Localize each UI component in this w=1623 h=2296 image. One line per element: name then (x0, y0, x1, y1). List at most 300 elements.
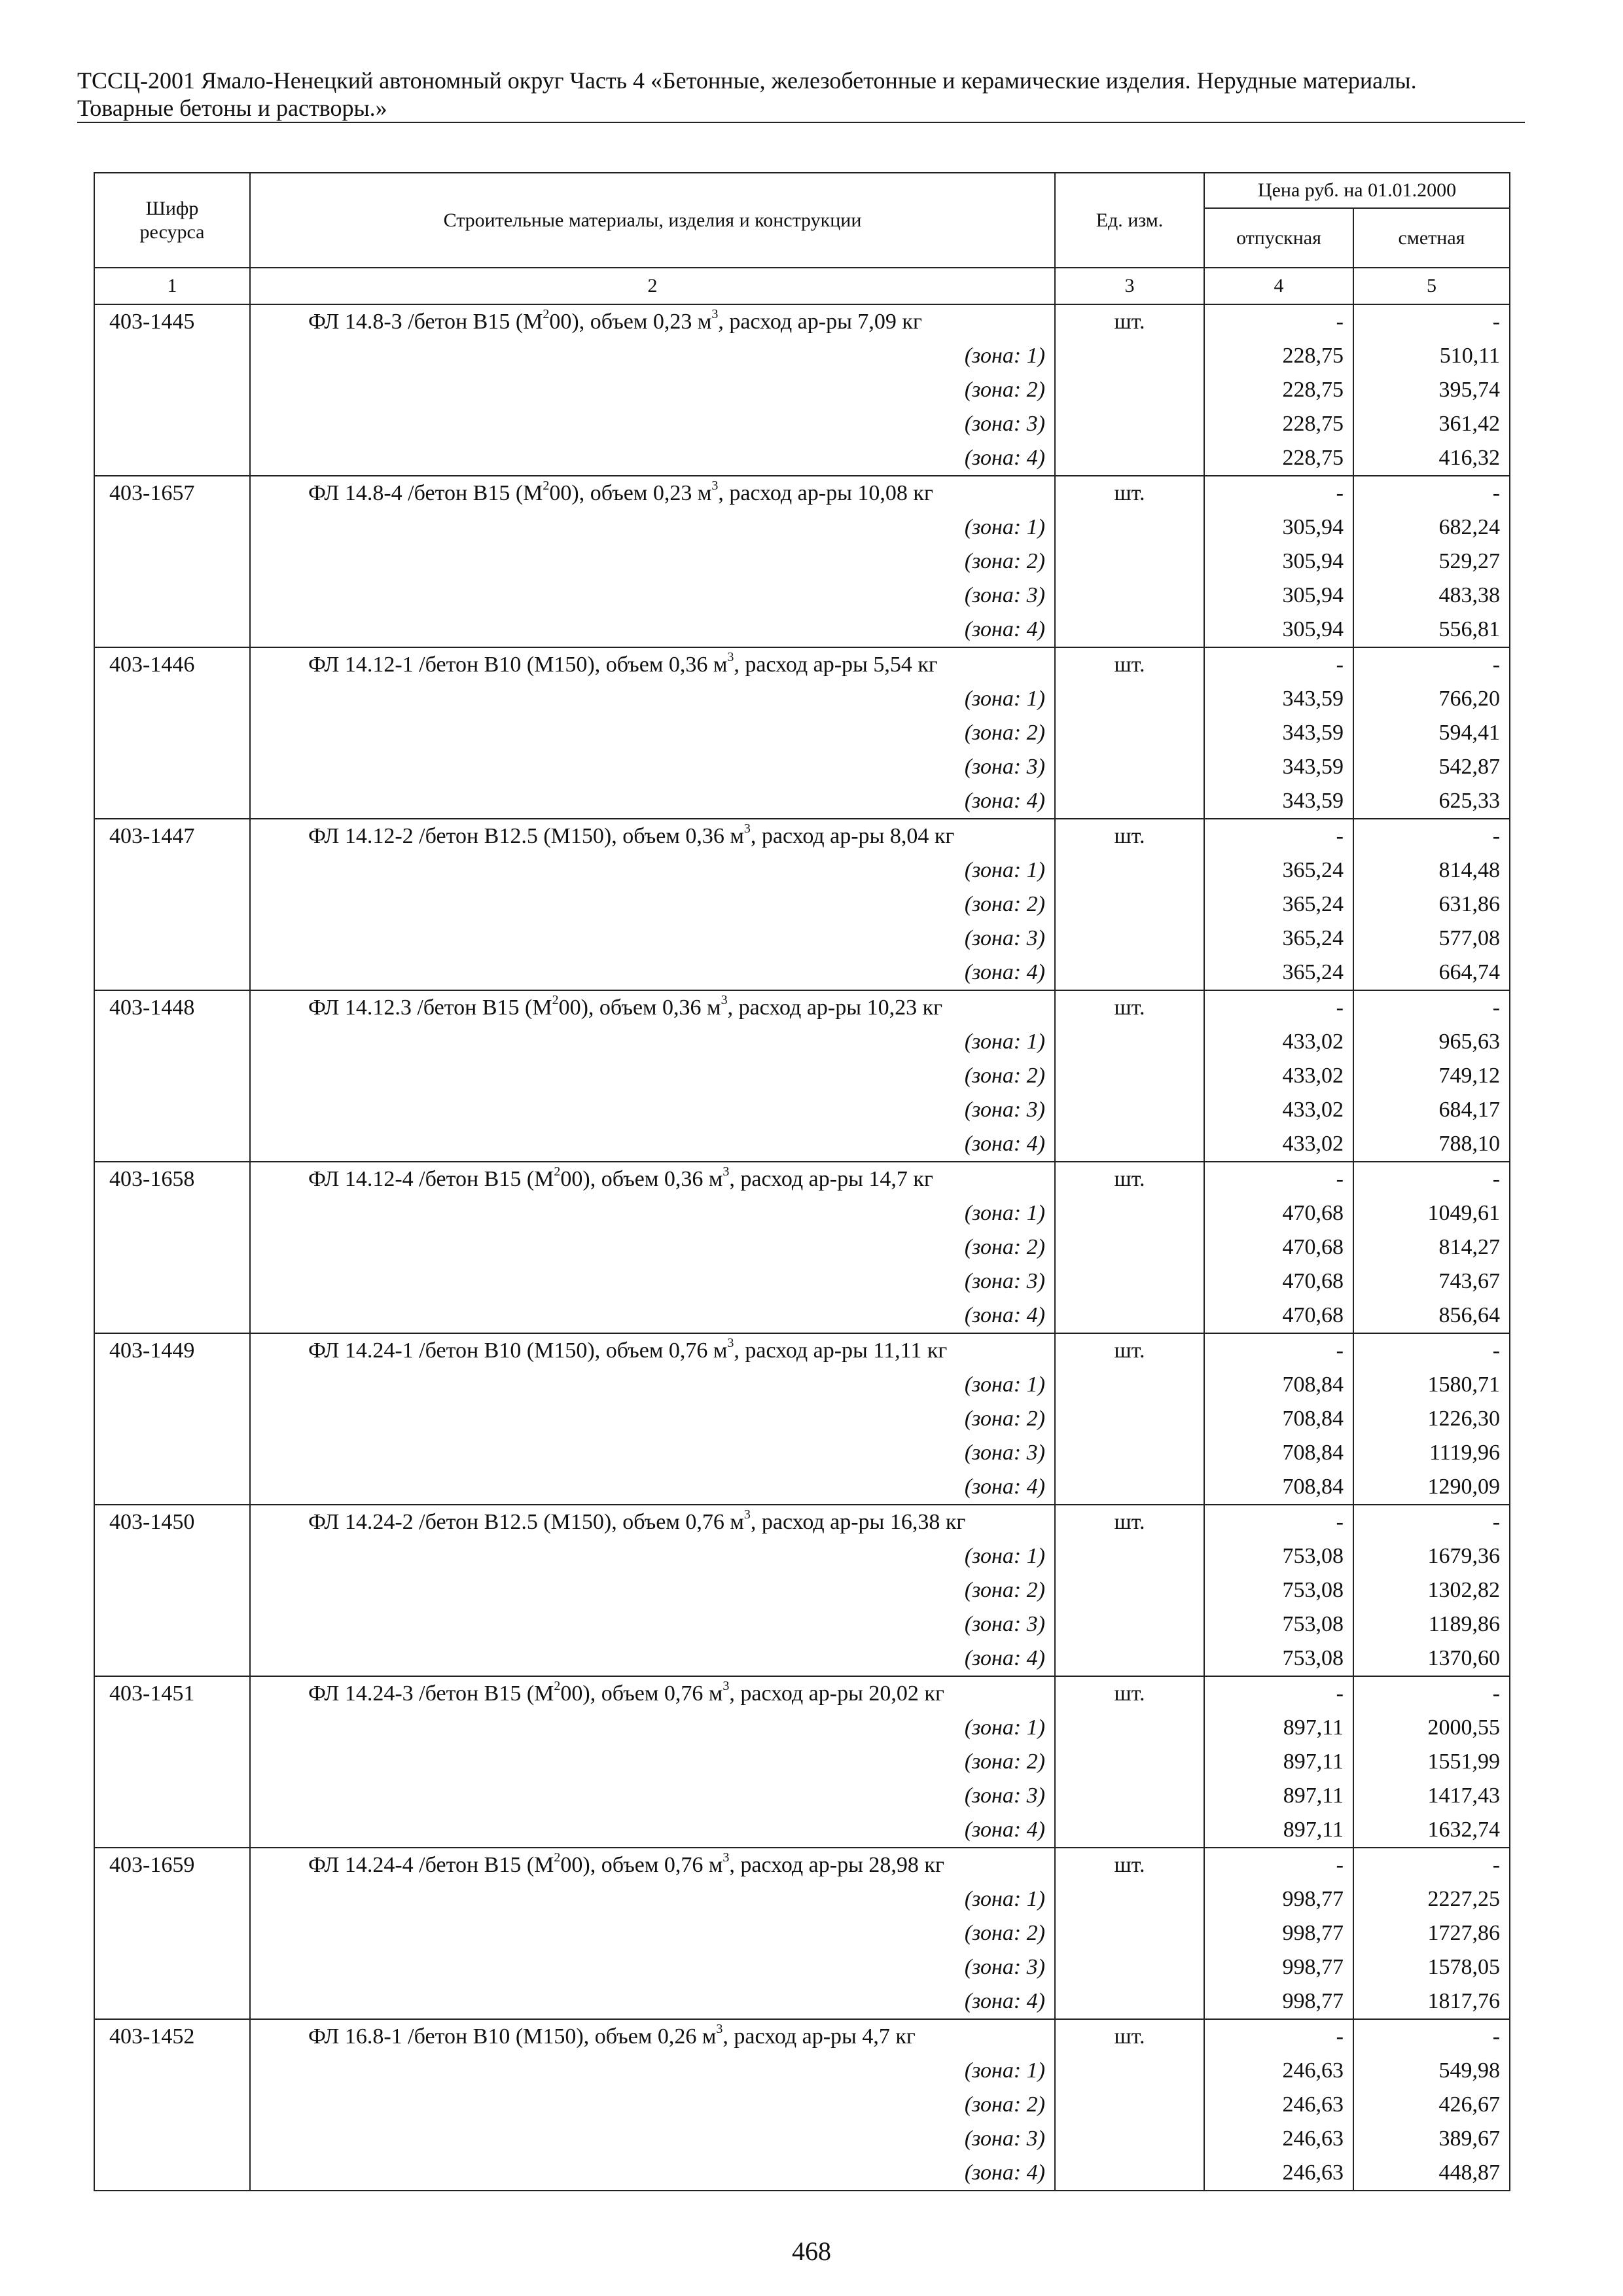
zone-estimate-price: 389,67 (1353, 2122, 1510, 2156)
material-name (250, 476, 1055, 511)
zone-release-price: 365,24 (1204, 922, 1353, 956)
empty-cell (94, 1607, 250, 1641)
empty-cell (1055, 750, 1204, 784)
material-name (250, 647, 1055, 682)
zone-estimate-price: 1370,60 (1353, 1641, 1510, 1676)
empty-cell (94, 784, 250, 819)
material-name (250, 1676, 1055, 1711)
empty-cell (1055, 1299, 1204, 1333)
empty-cell (1055, 1916, 1204, 1950)
zone-release-price: 470,68 (1204, 1196, 1353, 1230)
zone-label: (зона: 2) (250, 1402, 1055, 1436)
zone-row (94, 511, 1510, 545)
empty-cell (1055, 1230, 1204, 1265)
zone-release-price: 433,02 (1204, 1093, 1353, 1127)
empty-cell (1055, 1539, 1204, 1573)
empty-cell (1055, 1196, 1204, 1230)
table-row (94, 2019, 1510, 2054)
resource-code: 403-1448 (94, 990, 250, 1025)
empty-cell (94, 441, 250, 476)
zone-estimate-price: 682,24 (1353, 511, 1510, 545)
empty-cell (94, 613, 250, 647)
zone-release-price: 246,63 (1204, 2088, 1353, 2122)
material-name-text: ФЛ 14.24-1 /бетон В10 (М150), объем 0,76 м (308, 1338, 728, 1363)
zone-estimate-price: 542,87 (1353, 750, 1510, 784)
zone-release-price: 753,08 (1204, 1641, 1353, 1676)
zone-estimate-price: 788,10 (1353, 1127, 1510, 1162)
estimate-price: - (1353, 990, 1510, 1025)
empty-cell (94, 1368, 250, 1402)
empty-cell (94, 1196, 250, 1230)
empty-cell (94, 511, 250, 545)
release-price: - (1204, 990, 1353, 1025)
zone-label: (зона: 1) (250, 853, 1055, 888)
empty-cell (94, 1402, 250, 1436)
zone-label: (зона: 4) (250, 956, 1055, 990)
zone-release-price: 343,59 (1204, 784, 1353, 819)
zone-release-price: 897,11 (1204, 1745, 1353, 1779)
zone-release-price: 470,68 (1204, 1265, 1353, 1299)
zone-label: (зона: 4) (250, 1813, 1055, 1848)
zone-label: (зона: 2) (250, 373, 1055, 407)
resource-code: 403-1447 (94, 819, 250, 853)
estimate-price: - (1353, 476, 1510, 511)
col-header-code: Шифр ресурса (94, 173, 250, 268)
zone-label: (зона: 1) (250, 2054, 1055, 2088)
material-name-superscript: 2 (554, 1850, 561, 1865)
empty-cell (94, 922, 250, 956)
zone-label: (зона: 4) (250, 1299, 1055, 1333)
zone-release-price: 343,59 (1204, 716, 1353, 750)
estimate-price: - (1353, 304, 1510, 339)
volume-unit-superscript: 3 (721, 992, 728, 1007)
empty-cell (1055, 888, 1204, 922)
unit-cell: шт. (1055, 1505, 1204, 1539)
zone-row (94, 1745, 1510, 1779)
zone-release-price: 365,24 (1204, 853, 1353, 888)
material-name-text: , расход ар-ры 10,08 кг (718, 481, 933, 505)
zone-release-price: 998,77 (1204, 1984, 1353, 2019)
empty-cell (1055, 613, 1204, 647)
material-name-text: 00), объем 0,76 м (560, 1853, 723, 1877)
volume-unit-superscript: 3 (743, 821, 751, 836)
unit-cell: шт. (1055, 2019, 1204, 2054)
material-name-text: ФЛ 16.8-1 /бетон В10 (М150), объем 0,26 м (308, 2024, 717, 2049)
zone-label: (зона: 3) (250, 750, 1055, 784)
zone-release-price: 433,02 (1204, 1059, 1353, 1093)
zone-label: (зона: 3) (250, 407, 1055, 441)
zone-estimate-price: 814,27 (1353, 1230, 1510, 1265)
material-name-text: 00), объем 0,36 м (560, 1167, 723, 1191)
zone-label: (зона: 3) (250, 2122, 1055, 2156)
zone-estimate-price: 1226,30 (1353, 1402, 1510, 1436)
zone-row (94, 2054, 1510, 2088)
zone-release-price: 998,77 (1204, 1950, 1353, 1984)
zone-label: (зона: 4) (250, 1127, 1055, 1162)
volume-unit-superscript: 3 (727, 649, 734, 664)
empty-cell (1055, 956, 1204, 990)
unit-cell: шт. (1055, 1162, 1204, 1196)
release-price: - (1204, 819, 1353, 853)
zone-release-price: 708,84 (1204, 1470, 1353, 1505)
table-row (94, 1848, 1510, 1882)
empty-cell (94, 1059, 250, 1093)
empty-cell (94, 1436, 250, 1470)
zone-estimate-price: 1551,99 (1353, 1745, 1510, 1779)
zone-release-price: 708,84 (1204, 1368, 1353, 1402)
zone-release-price: 246,63 (1204, 2122, 1353, 2156)
zone-estimate-price: 1049,61 (1353, 1196, 1510, 1230)
empty-cell (1055, 1436, 1204, 1470)
resource-code: 403-1450 (94, 1505, 250, 1539)
zone-label: (зона: 2) (250, 1059, 1055, 1093)
zone-row (94, 1813, 1510, 1848)
header-title-line-2: Товарные бетоны и растворы.» (77, 95, 387, 121)
zone-estimate-price: 664,74 (1353, 956, 1510, 990)
empty-cell (1055, 579, 1204, 613)
zone-release-price: 708,84 (1204, 1402, 1353, 1436)
zone-row (94, 441, 1510, 476)
material-name (250, 1848, 1055, 1882)
zone-estimate-price: 1290,09 (1353, 1470, 1510, 1505)
zone-release-price: 228,75 (1204, 373, 1353, 407)
zone-release-price: 753,08 (1204, 1573, 1353, 1607)
zone-estimate-price: 2227,25 (1353, 1882, 1510, 1916)
zone-label: (зона: 4) (250, 1641, 1055, 1676)
zone-label: (зона: 2) (250, 1745, 1055, 1779)
empty-cell (1055, 1779, 1204, 1813)
table-row (94, 1333, 1510, 1368)
col-number-5: 5 (1353, 268, 1510, 304)
zone-release-price: 753,08 (1204, 1607, 1353, 1641)
zone-estimate-price: 529,27 (1353, 545, 1510, 579)
empty-cell (1055, 545, 1204, 579)
zone-label: (зона: 3) (250, 922, 1055, 956)
zone-release-price: 433,02 (1204, 1025, 1353, 1059)
empty-cell (94, 1539, 250, 1573)
zone-label: (зона: 4) (250, 441, 1055, 476)
zone-label: (зона: 2) (250, 545, 1055, 579)
col-number-1: 1 (94, 268, 250, 304)
zone-label: (зона: 2) (250, 888, 1055, 922)
zone-row (94, 1265, 1510, 1299)
table-body (94, 304, 1510, 2191)
zone-label: (зона: 3) (250, 1093, 1055, 1127)
col-number-3: 3 (1055, 268, 1204, 304)
zone-row (94, 1779, 1510, 1813)
volume-unit-superscript: 3 (743, 1507, 751, 1522)
zone-estimate-price: 510,11 (1353, 339, 1510, 373)
release-price: - (1204, 2019, 1353, 2054)
zone-estimate-price: 749,12 (1353, 1059, 1510, 1093)
zone-estimate-price: 448,87 (1353, 2156, 1510, 2191)
col-header-release: отпускная (1204, 208, 1353, 268)
zone-estimate-price: 1302,82 (1353, 1573, 1510, 1607)
empty-cell (1055, 1745, 1204, 1779)
zone-row (94, 956, 1510, 990)
unit-cell: шт. (1055, 647, 1204, 682)
zone-estimate-price: 426,67 (1353, 2088, 1510, 2122)
release-price: - (1204, 476, 1353, 511)
empty-cell (94, 1779, 250, 1813)
material-name-text: , расход ар-ры 10,23 кг (727, 996, 943, 1020)
material-name-text: ФЛ 14.12-1 /бетон В10 (М150), объем 0,36 м (308, 653, 728, 677)
zone-row (94, 1641, 1510, 1676)
zone-row (94, 2088, 1510, 2122)
zone-estimate-price: 549,98 (1353, 2054, 1510, 2088)
zone-release-price: 246,63 (1204, 2054, 1353, 2088)
header-title-line-1: ТССЦ-2001 Ямало-Ненецкий автономный округ Часть 4 «Бетонные, железобетонные и керамические изделия. Нерудные материалы. (77, 67, 1417, 94)
empty-cell (1055, 407, 1204, 441)
empty-cell (1055, 1573, 1204, 1607)
table-row (94, 304, 1510, 339)
resource-code: 403-1658 (94, 1162, 250, 1196)
zone-row (94, 1470, 1510, 1505)
empty-cell (1055, 1882, 1204, 1916)
header-rule (77, 122, 1525, 123)
material-name (250, 990, 1055, 1025)
empty-cell (94, 545, 250, 579)
zone-label: (зона: 2) (250, 1573, 1055, 1607)
empty-cell (94, 1025, 250, 1059)
material-name (250, 1333, 1055, 1368)
empty-cell (94, 1882, 250, 1916)
volume-unit-superscript: 3 (722, 1678, 730, 1693)
material-name-text: , расход ар-ры 14,7 кг (729, 1167, 933, 1191)
zone-label: (зона: 2) (250, 1916, 1055, 1950)
empty-cell (94, 1299, 250, 1333)
zone-estimate-price: 1417,43 (1353, 1779, 1510, 1813)
release-price: - (1204, 1333, 1353, 1368)
zone-row (94, 922, 1510, 956)
zone-row (94, 1368, 1510, 1402)
zone-estimate-price: 1632,74 (1353, 1813, 1510, 1848)
unit-cell: шт. (1055, 1333, 1204, 1368)
zone-row (94, 373, 1510, 407)
empty-cell (94, 2122, 250, 2156)
material-name-text: , расход ар-ры 20,02 кг (729, 1681, 944, 1706)
empty-cell (94, 1127, 250, 1162)
zone-label: (зона: 4) (250, 2156, 1055, 2191)
zone-row (94, 853, 1510, 888)
empty-cell (1055, 784, 1204, 819)
col-header-name: Строительные материалы, изделия и конструкции (250, 173, 1055, 268)
zone-estimate-price: 416,32 (1353, 441, 1510, 476)
zone-estimate-price: 631,86 (1353, 888, 1510, 922)
estimate-price: - (1353, 1162, 1510, 1196)
empty-cell (94, 2156, 250, 2191)
empty-cell (94, 956, 250, 990)
zone-label: (зона: 1) (250, 682, 1055, 716)
material-name-superscript: 2 (543, 306, 550, 321)
zone-release-price: 246,63 (1204, 2156, 1353, 2191)
empty-cell (1055, 373, 1204, 407)
zone-label: (зона: 1) (250, 1711, 1055, 1745)
empty-cell (1055, 1059, 1204, 1093)
table-row (94, 1676, 1510, 1711)
zone-estimate-price: 577,08 (1353, 922, 1510, 956)
zone-label: (зона: 3) (250, 1436, 1055, 1470)
empty-cell (94, 1950, 250, 1984)
zone-row (94, 1607, 1510, 1641)
empty-cell (94, 373, 250, 407)
zone-label: (зона: 1) (250, 1196, 1055, 1230)
empty-cell (1055, 2122, 1204, 2156)
zone-estimate-price: 594,41 (1353, 716, 1510, 750)
material-name-text: , расход ар-ры 16,38 кг (750, 1510, 966, 1534)
estimate-price: - (1353, 2019, 1510, 2054)
release-price: - (1204, 1848, 1353, 1882)
empty-cell (94, 1573, 250, 1607)
zone-release-price: 365,24 (1204, 956, 1353, 990)
zone-label: (зона: 4) (250, 1984, 1055, 2019)
zone-estimate-price: 361,42 (1353, 407, 1510, 441)
zone-label: (зона: 2) (250, 716, 1055, 750)
zone-label: (зона: 1) (250, 511, 1055, 545)
empty-cell (94, 716, 250, 750)
zone-release-price: 897,11 (1204, 1813, 1353, 1848)
volume-unit-superscript: 3 (711, 478, 719, 493)
col-header-unit: Ед. изм. (1055, 173, 1204, 268)
empty-cell (1055, 511, 1204, 545)
zone-estimate-price: 1580,71 (1353, 1368, 1510, 1402)
empty-cell (94, 750, 250, 784)
zone-row (94, 1950, 1510, 1984)
empty-cell (1055, 853, 1204, 888)
zone-row (94, 1299, 1510, 1333)
material-name-text: 00), объем 0,23 м (549, 310, 712, 334)
release-price: - (1204, 304, 1353, 339)
zone-estimate-price: 1817,76 (1353, 1984, 1510, 2019)
zone-estimate-price: 766,20 (1353, 682, 1510, 716)
col-header-estimate: сметная (1353, 208, 1510, 268)
unit-cell: шт. (1055, 819, 1204, 853)
zone-row (94, 716, 1510, 750)
empty-cell (1055, 682, 1204, 716)
zone-label: (зона: 3) (250, 1265, 1055, 1299)
estimate-price: - (1353, 1848, 1510, 1882)
zone-label: (зона: 2) (250, 1230, 1055, 1265)
zone-label: (зона: 3) (250, 1950, 1055, 1984)
empty-cell (94, 1813, 250, 1848)
empty-cell (1055, 1813, 1204, 1848)
material-name-text: ФЛ 14.12.3 /бетон В15 (М (308, 996, 552, 1020)
volume-unit-superscript: 3 (722, 1850, 730, 1865)
material-name-superscript: 2 (552, 992, 559, 1007)
material-name (250, 1162, 1055, 1196)
zone-release-price: 365,24 (1204, 888, 1353, 922)
zone-label: (зона: 1) (250, 1882, 1055, 1916)
empty-cell (94, 1470, 250, 1505)
resource-code: 403-1659 (94, 1848, 250, 1882)
table-row (94, 647, 1510, 682)
empty-cell (94, 2088, 250, 2122)
empty-cell (1055, 1641, 1204, 1676)
release-price: - (1204, 1676, 1353, 1711)
material-name-text: , расход ар-ры 5,54 кг (734, 653, 938, 677)
zone-release-price: 998,77 (1204, 1916, 1353, 1950)
volume-unit-superscript: 3 (727, 1335, 734, 1350)
zone-label: (зона: 1) (250, 1539, 1055, 1573)
empty-cell (94, 2054, 250, 2088)
empty-cell (1055, 1470, 1204, 1505)
material-name (250, 819, 1055, 853)
zone-row (94, 750, 1510, 784)
zone-row (94, 1025, 1510, 1059)
zone-estimate-price: 1679,36 (1353, 1539, 1510, 1573)
resource-code: 403-1657 (94, 476, 250, 511)
zone-release-price: 305,94 (1204, 613, 1353, 647)
zone-estimate-price: 2000,55 (1353, 1711, 1510, 1745)
empty-cell (94, 888, 250, 922)
zone-release-price: 433,02 (1204, 1127, 1353, 1162)
zone-release-price: 228,75 (1204, 407, 1353, 441)
zone-estimate-price: 856,64 (1353, 1299, 1510, 1333)
col-number-4: 4 (1204, 268, 1353, 304)
material-name-superscript: 2 (543, 478, 550, 493)
zone-row (94, 1402, 1510, 1436)
material-name-text: , расход ар-ры 8,04 кг (750, 824, 955, 848)
table-row (94, 476, 1510, 511)
zone-row (94, 2156, 1510, 2191)
resource-code: 403-1449 (94, 1333, 250, 1368)
release-price: - (1204, 647, 1353, 682)
col-number-2: 2 (250, 268, 1055, 304)
material-name-text: ФЛ 14.12-2 /бетон В12.5 (М150), объем 0,36 м (308, 824, 744, 848)
zone-row (94, 682, 1510, 716)
zone-release-price: 343,59 (1204, 682, 1353, 716)
zone-label: (зона: 3) (250, 1779, 1055, 1813)
zone-row (94, 613, 1510, 647)
material-name-text: , расход ар-ры 4,7 кг (722, 2024, 916, 2049)
material-name-text: ФЛ 14.24-2 /бетон В12.5 (М150), объем 0,76 м (308, 1510, 744, 1534)
volume-unit-superscript: 3 (716, 2021, 723, 2036)
zone-release-price: 470,68 (1204, 1230, 1353, 1265)
material-name-text: ФЛ 14.8-3 /бетон В15 (М (308, 310, 543, 334)
price-table (94, 172, 1510, 2191)
empty-cell (94, 682, 250, 716)
zone-row (94, 1539, 1510, 1573)
zone-row (94, 1196, 1510, 1230)
zone-label: (зона: 1) (250, 339, 1055, 373)
unit-cell: шт. (1055, 304, 1204, 339)
zone-release-price: 343,59 (1204, 750, 1353, 784)
zone-row (94, 407, 1510, 441)
zone-label: (зона: 2) (250, 2088, 1055, 2122)
empty-cell (94, 1745, 250, 1779)
unit-cell: шт. (1055, 1848, 1204, 1882)
zone-estimate-price: 1119,96 (1353, 1436, 1510, 1470)
table-row (94, 1162, 1510, 1196)
table-row (94, 1505, 1510, 1539)
zone-release-price: 305,94 (1204, 579, 1353, 613)
zone-estimate-price: 1727,86 (1353, 1916, 1510, 1950)
zone-row (94, 1573, 1510, 1607)
zone-release-price: 897,11 (1204, 1779, 1353, 1813)
resource-code: 403-1451 (94, 1676, 250, 1711)
empty-cell (1055, 1368, 1204, 1402)
zone-label: (зона: 1) (250, 1025, 1055, 1059)
empty-cell (1055, 1093, 1204, 1127)
empty-cell (94, 579, 250, 613)
empty-cell (1055, 1025, 1204, 1059)
empty-cell (94, 853, 250, 888)
volume-unit-superscript: 3 (722, 1164, 730, 1179)
material-name-text: , расход ар-ры 28,98 кг (729, 1853, 944, 1877)
resource-code: 403-1445 (94, 304, 250, 339)
empty-cell (1055, 2088, 1204, 2122)
table-row (94, 819, 1510, 853)
